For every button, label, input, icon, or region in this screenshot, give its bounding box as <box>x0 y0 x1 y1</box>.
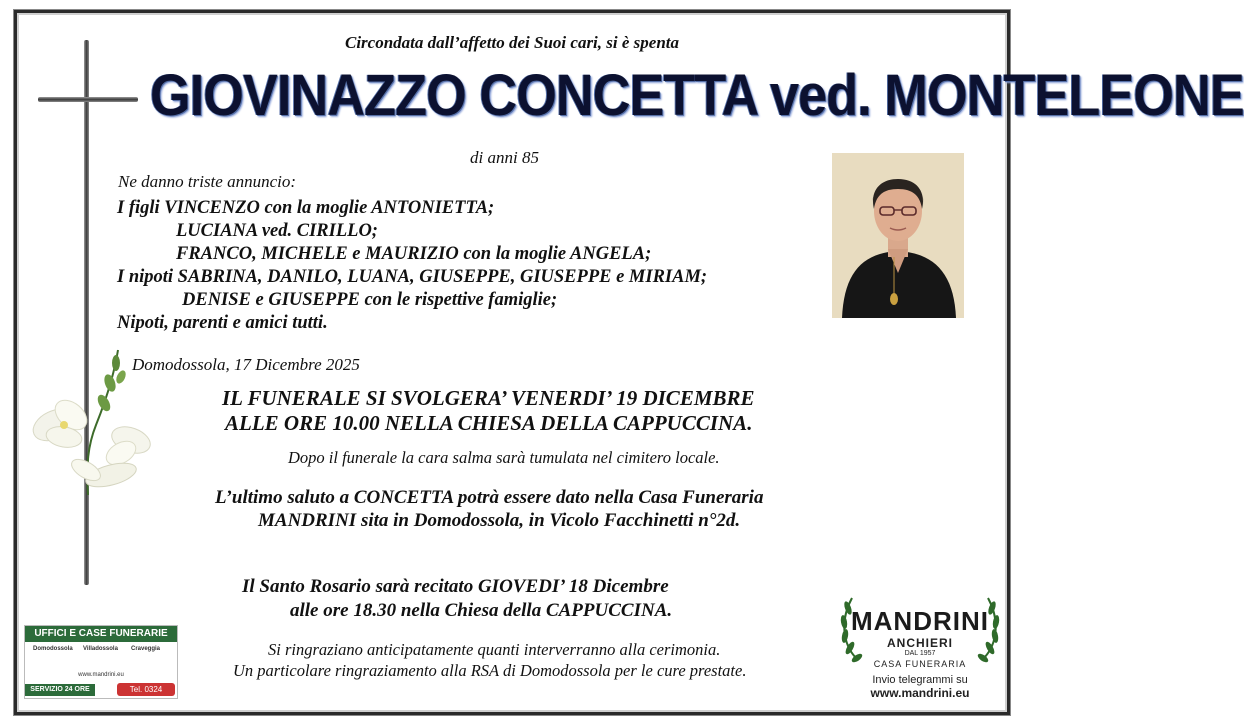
thanks-line: Un particolare ringraziamento alla RSA di Domodossola per le cure prestate. <box>233 661 747 680</box>
funeral-line: ALLE ORE 10.00 NELLA CHIESA DELLA CAPPUCCINA. <box>225 411 753 435</box>
cross-bar <box>38 97 138 102</box>
brand-line3: CASA FUNERARIA <box>873 659 967 669</box>
office-column: Craveggia <box>131 646 161 652</box>
office-column: Villadossola <box>83 646 118 652</box>
burial-text: Dopo il funerale la cara salma sarà tumulata nel cimitero locale. <box>288 448 720 467</box>
age-text: di anni 85 <box>470 148 539 167</box>
offices-site[interactable]: www.mandrini.eu <box>78 672 124 678</box>
brand-website[interactable]: www.mandrini.eu <box>870 686 970 700</box>
family-line: I figli VINCENZO con la moglie ANTONIETTA; <box>117 198 495 218</box>
funeral-line: IL FUNERALE SI SVOLGERA’ VENERDI’ 19 DICEMBRE <box>222 386 755 410</box>
place-date: Domodossola, 17 Dicembre 2025 <box>132 355 360 374</box>
offices-box <box>24 625 178 707</box>
portrait-photo <box>832 153 964 318</box>
brand-name: MANDRINI <box>851 606 989 636</box>
family-line: Nipoti, parenti e amici tutti. <box>117 313 328 333</box>
farewell-line: L’ultimo saluto a CONCETTA potrà essere dato nella Casa Funeraria <box>215 487 764 508</box>
offices-header: UFFICI E CASE FUNERARIE <box>25 626 177 642</box>
farewell-line: MANDRINI sita in Domodossola, in Vicolo Facchinetti n°2d. <box>258 510 741 531</box>
rosary-line: Il Santo Rosario sarà recitato GIOVEDI’ 18 Dicembre <box>242 576 669 597</box>
mandrini-logo <box>838 590 1002 700</box>
rosary-line: alle ore 18.30 nella Chiesa della CAPPUCCINA. <box>290 600 673 621</box>
deceased-name: GIOVINAZZO CONCETTA ved. MONTELEONE <box>150 63 1244 128</box>
intro-text: Circondata dall’affetto dei Suoi cari, si è spenta <box>344 33 680 52</box>
brand-line2: DAL 1957 <box>904 650 936 657</box>
family-line: I nipoti SABRINA, DANILO, LUANA, GIUSEPPE, GIUSEPPE e MIRIAM; <box>117 267 708 287</box>
family-line: DENISE e GIUSEPPE con le rispettive famiglie; <box>182 290 558 310</box>
office-column: Domodossola <box>33 646 73 652</box>
telegram-text: Invio telegrammi su <box>872 674 968 686</box>
brand-line1: ANCHIERI <box>886 636 953 650</box>
family-line: LUCIANA ved. CIRILLO; <box>176 221 378 241</box>
family-line: FRANCO, MICHELE e MAURIZIO con la moglie ANGELA; <box>176 244 652 264</box>
offices-phone[interactable]: Tel. 0324 242549 <box>117 683 175 696</box>
service-24h: SERVIZIO 24 ORE <box>25 684 95 696</box>
thanks-line: Si ringraziano anticipatamente quanti interverranno alla cerimonia. <box>268 640 721 659</box>
announce-text: Ne danno triste annuncio: <box>118 172 297 191</box>
